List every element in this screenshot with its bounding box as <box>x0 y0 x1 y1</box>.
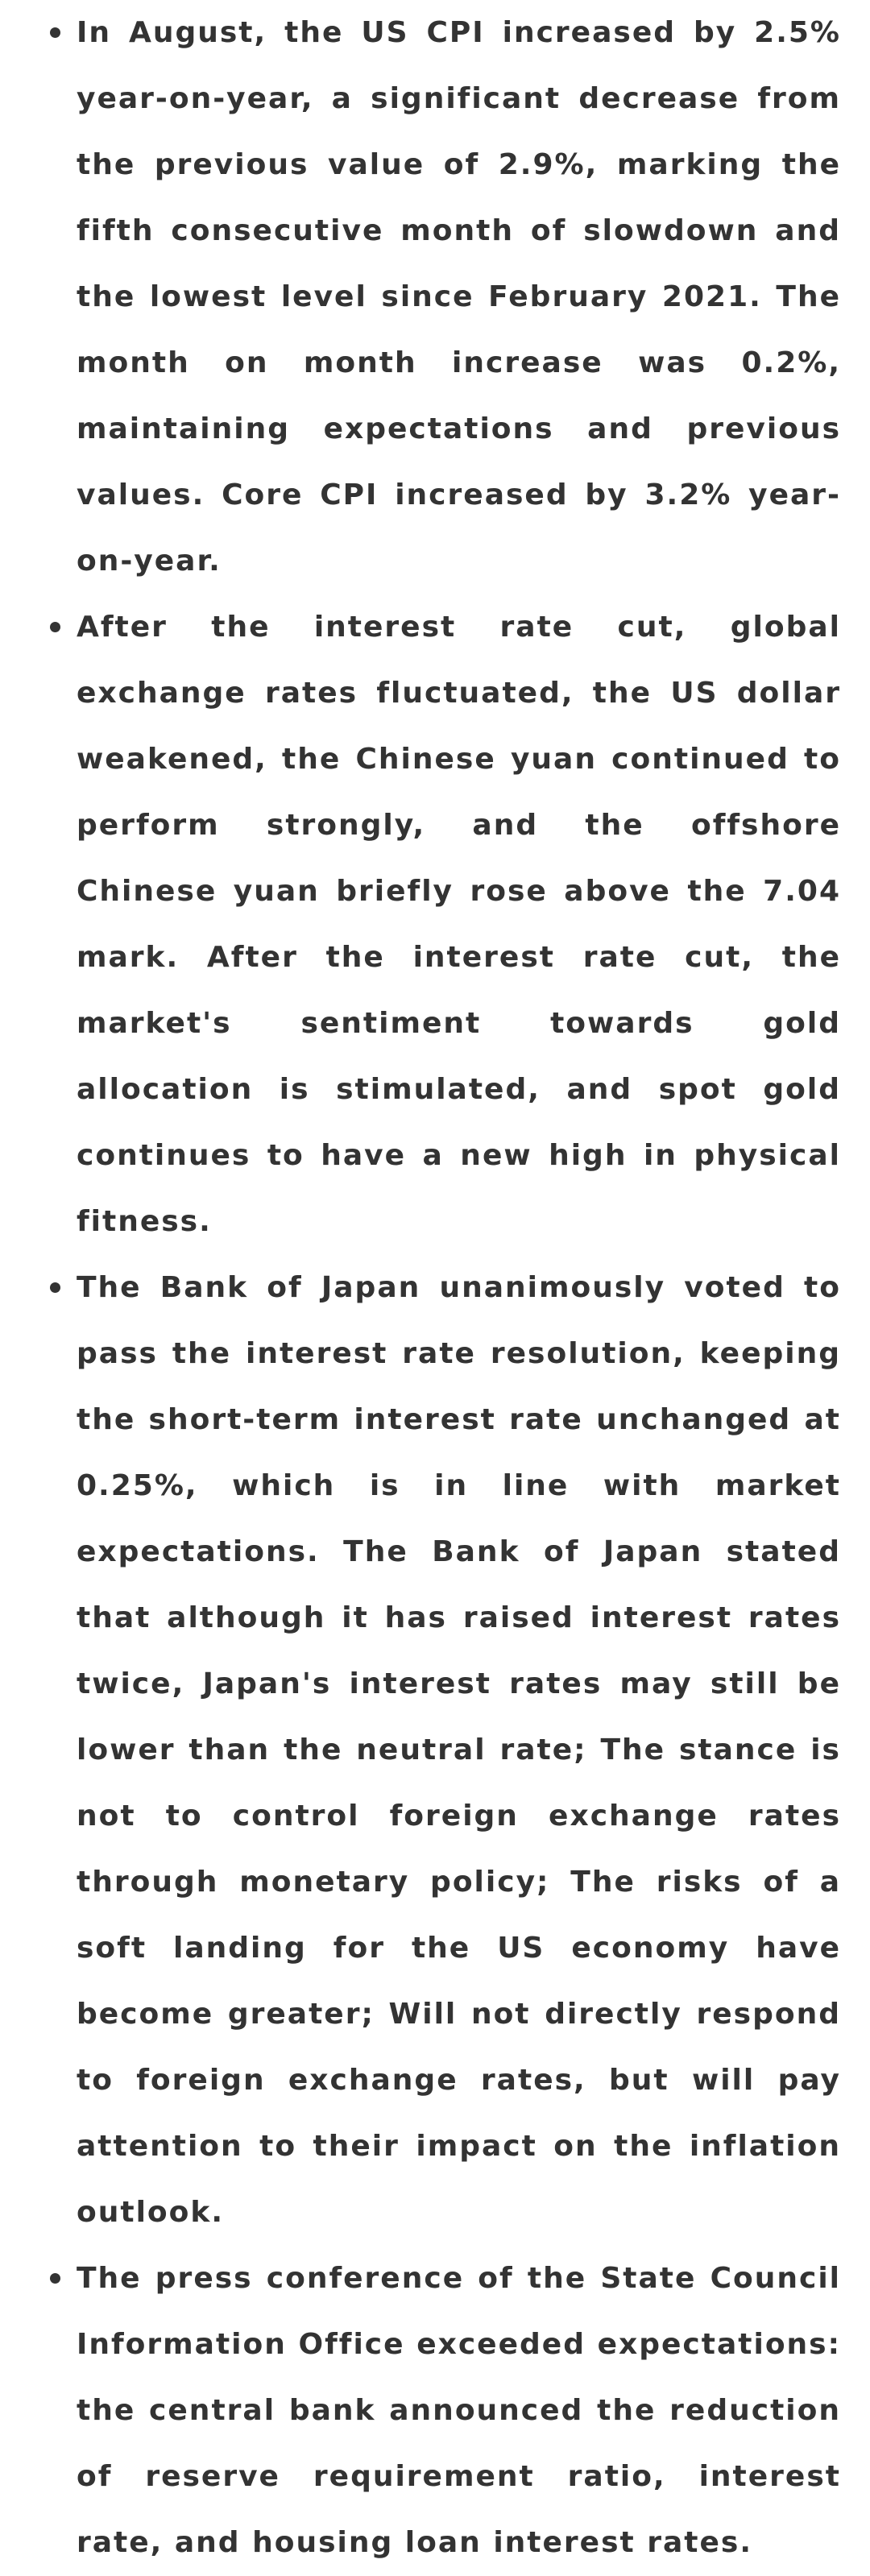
bullet-item-bank-of-japan: The Bank of Japan unanimously voted to pass the interest rate resolution, keeping the short-term interest rate unchanged at 0.25%, which is in line with market expectations. The Bank of Japan stated that although it has raised interest rates twice, Japan's interest rates may still be lower than the neutral rate; The stance is not to control foreign exchange rates through monetary policy; The risks of a soft landing for the US economy have become greater; Will not directly respond to foreign exchange rates, but will pay attention to their impact on the inflation outlook. <box>48 1255 841 2246</box>
bullet-item-state-council: The press conference of the State Council Information Office exceeded expectations: the central bank announced the reduction of reserve requirement ratio, interest rate, and housing loan interest rates. <box>48 2246 841 2576</box>
bullet-item-exchange-rates: After the interest rate cut, global exchange rates fluctuated, the US dollar weakened, the Chinese yuan continued to perform strongly, and the offshore Chinese yuan briefly rose above the 7.04 mark. After the interest rate cut, the market's sentiment towards gold allocation is stimulated, and spot gold continues to have a new high in physical fitness. <box>48 594 841 1255</box>
bullet-list <box>48 0 841 2576</box>
bullet-item-us-cpi: In August, the US CPI increased by 2.5% year-on-year, a significant decrease from the previous value of 2.9%, marking the fifth consecutive month of slowdown and the lowest level since February 2021. The month on month increase was 0.2%, maintaining expectations and previous values. Core CPI increased by 3.2% year-on-year. <box>48 0 841 594</box>
